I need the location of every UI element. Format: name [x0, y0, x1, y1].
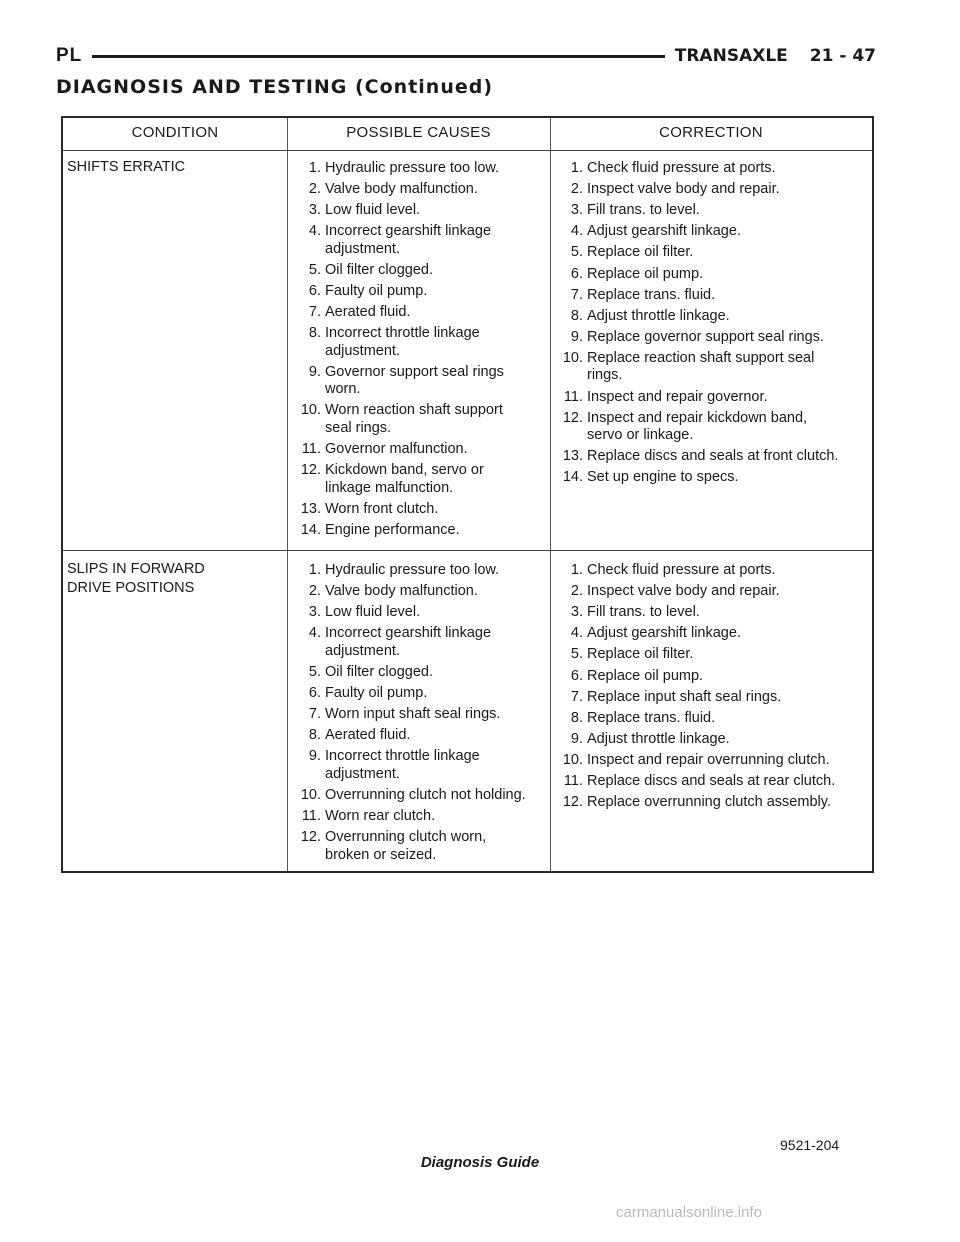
correction-item [553, 469, 871, 487]
correction-item-line: Replace oil pump. [587, 265, 704, 282]
correction-item-line: Replace oil pump. [587, 667, 704, 684]
cause-item-line: Low fluid level. [325, 202, 421, 219]
correction-item-text [587, 710, 871, 728]
cause-item-line: worn. [325, 381, 361, 398]
correction-item-number: 14. [562, 469, 583, 486]
column-header-correction: CORRECTION [659, 124, 763, 141]
correction-item-text [587, 329, 871, 347]
correction-item-number: 3. [570, 604, 583, 621]
correction-item-line: Inspect valve body and repair. [587, 181, 780, 198]
cause-item-number: 3. [308, 202, 321, 219]
correction-item-line: Replace trans. fluid. [587, 709, 716, 726]
diagnosis-table [61, 116, 874, 873]
correction-item-number: 4. [570, 223, 583, 240]
cause-item-text [325, 223, 546, 258]
group-divider [63, 550, 872, 551]
column-divider [550, 118, 551, 871]
cause-item [291, 727, 546, 745]
watermark-text: carmanualsonline.info [616, 1204, 762, 1221]
correction-item [553, 689, 871, 707]
correction-item-number: 7. [570, 688, 583, 705]
cause-item-text [325, 562, 546, 580]
cause-item-text [325, 304, 546, 322]
correction-item-text [587, 773, 871, 791]
correction-item-line: Set up engine to specs. [587, 469, 739, 486]
cause-item-line: Governor malfunction. [325, 441, 468, 457]
cause-item [291, 364, 546, 399]
cause-item-text [325, 808, 546, 826]
cause-item [291, 501, 546, 519]
correction-item [553, 668, 871, 686]
correction-item-line: Adjust gearshift linkage. [587, 625, 741, 642]
correction-item-text [587, 646, 871, 664]
correction-item-number: 12. [562, 409, 583, 426]
correction-item [553, 625, 871, 643]
cause-item-line: Overrunning clutch not holding. [325, 786, 526, 803]
correction-item-text [587, 794, 871, 812]
correction-item-text [587, 160, 871, 178]
cause-item [291, 283, 546, 301]
correction-item [553, 266, 871, 284]
correction-item-text [587, 469, 871, 487]
section-title: DIAGNOSIS AND TESTING (Continued) [56, 76, 494, 98]
cause-item-line: Worn input shaft seal rings. [325, 706, 501, 723]
cause-item-text [325, 325, 546, 360]
cause-item-line: Worn rear clutch. [325, 808, 436, 824]
cause-item-line: Incorrect throttle linkage [325, 748, 480, 765]
cause-item-text [325, 829, 546, 864]
cause-item-line: Overrunning clutch worn, [325, 829, 487, 846]
cause-item-text [325, 748, 546, 783]
correction-item [553, 562, 871, 580]
cause-item-text [325, 522, 546, 540]
correction-item-number: 11. [563, 773, 583, 789]
cause-item-line: broken or seized. [325, 846, 437, 863]
correction-item-number: 9. [570, 730, 583, 747]
correction-item-text [587, 731, 871, 749]
header-page-number: 21 - 47 [809, 46, 876, 66]
cause-item-line: Oil filter clogged. [325, 663, 433, 680]
correction-item-number: 1. [570, 160, 583, 176]
correction-item-number: 11. [563, 388, 583, 405]
cause-item [291, 202, 546, 220]
correction-item-line: Replace oil filter. [587, 646, 694, 663]
cause-item-text [325, 364, 546, 399]
cause-item [291, 604, 546, 622]
cause-item-number: 9. [308, 363, 321, 380]
cause-item-line: adjustment. [325, 642, 400, 659]
cause-item-line: adjustment. [325, 342, 400, 359]
correction-item-number: 5. [570, 244, 583, 261]
correction-item-number: 8. [570, 307, 583, 324]
correction-item-line: Adjust gearshift linkage. [587, 223, 741, 240]
cause-item-number: 10. [300, 402, 321, 419]
correction-item-number: 2. [570, 181, 583, 198]
cause-item-number: 13. [300, 500, 321, 517]
correction-item-line: Inspect and repair governor. [587, 388, 768, 405]
column-header-condition: CONDITION [131, 124, 219, 141]
cause-item-line: Kickdown band, servo or [325, 462, 484, 479]
correction-item [553, 583, 871, 601]
column-divider [287, 118, 288, 871]
cause-item-line: linkage malfunction. [325, 479, 454, 496]
cause-item-number: 5. [308, 261, 321, 278]
correction-item-number: 12. [562, 794, 583, 811]
correction-item-line: servo or linkage. [587, 427, 694, 444]
correction-item-number: 5. [570, 646, 583, 663]
correction-item-number: 3. [570, 202, 583, 219]
correction-item [553, 160, 871, 178]
correction-item [553, 410, 871, 445]
header-rule [92, 55, 664, 58]
cause-item-number: 11. [301, 808, 321, 824]
cause-item-number: 7. [308, 304, 321, 321]
correction-item-line: Replace oil filter. [587, 244, 694, 261]
correction-item [553, 794, 871, 812]
cause-item-number: 12. [300, 462, 321, 479]
cause-item-number: 10. [300, 786, 321, 803]
condition-cell [67, 158, 277, 177]
cause-item-text [325, 706, 546, 724]
column-header-possible-causes: POSSIBLE CAUSES [346, 124, 491, 141]
cause-item-number: 3. [308, 604, 321, 621]
cause-item-number: 8. [308, 727, 321, 744]
cause-item [291, 625, 546, 660]
correction-item-text [587, 287, 871, 305]
correction-item-text [587, 410, 871, 445]
cause-item [291, 160, 546, 178]
correction-item-text [587, 202, 871, 220]
correction-item [553, 287, 871, 305]
correction-item-text [587, 244, 871, 262]
cause-item-line: Worn reaction shaft support [325, 402, 503, 419]
correction-item [553, 308, 871, 326]
correction-item-line: Replace overrunning clutch assembly. [587, 794, 831, 811]
correction-item-line: Check fluid pressure at ports. [587, 160, 776, 176]
cause-item-number: 14. [300, 521, 321, 538]
correction-item-text [587, 668, 871, 686]
cause-item-number: 11. [301, 441, 321, 457]
correction-item-number: 1. [570, 562, 583, 578]
cause-item-text [325, 181, 546, 199]
correction-item-text [587, 583, 871, 601]
correction-item-text [587, 389, 871, 407]
cause-item [291, 808, 546, 826]
condition-text: SHIFTS ERRATIC [67, 159, 186, 175]
cause-item-line: adjustment. [325, 765, 400, 782]
cause-item-number: 4. [308, 223, 321, 240]
correction-item [553, 244, 871, 262]
correction-item-line: Replace discs and seals at rear clutch. [587, 773, 836, 789]
cause-item-number: 5. [308, 663, 321, 680]
correction-item [553, 710, 871, 728]
cause-item-text [325, 787, 546, 805]
cause-item-line: Hydraulic pressure too low. [325, 160, 500, 176]
cause-item [291, 441, 546, 459]
correction-item-line: Replace discs and seals at front clutch. [587, 448, 839, 465]
correction-item-text [587, 266, 871, 284]
cause-item-text [325, 202, 546, 220]
correction-item-line: rings. [587, 367, 623, 384]
cause-item-line: Worn front clutch. [325, 500, 439, 517]
correction-item [553, 752, 871, 770]
cause-item [291, 562, 546, 580]
correction-item-line: Replace governor support seal rings. [587, 328, 824, 345]
cause-item-number: 4. [308, 625, 321, 642]
correction-item-number: 6. [570, 667, 583, 684]
cause-item-text [325, 160, 546, 178]
correction-item-line: Inspect and repair kickdown band, [587, 409, 808, 426]
correction-item-line: Fill trans. to level. [587, 604, 700, 621]
cause-item-number: 12. [300, 829, 321, 846]
correction-item-number: 4. [570, 625, 583, 642]
cause-item-line: Incorrect gearshift linkage [325, 625, 492, 642]
correction-item [553, 646, 871, 664]
correction-item-number: 6. [570, 265, 583, 282]
header-divider [63, 150, 872, 151]
cause-item-line: Aerated fluid. [325, 727, 411, 744]
condition-text: DRIVE POSITIONS [67, 580, 195, 596]
cause-item [291, 664, 546, 682]
page-header [56, 44, 876, 68]
correction-item-number: 7. [570, 286, 583, 303]
correction-item-text [587, 562, 871, 580]
cause-item-line: Faulty oil pump. [325, 283, 428, 299]
cause-item [291, 181, 546, 199]
correction-item-line: Replace input shaft seal rings. [587, 688, 782, 705]
cause-item-text [325, 583, 546, 601]
header-model: PL [56, 45, 83, 66]
cause-item [291, 325, 546, 360]
cause-item [291, 262, 546, 280]
cause-item-number: 9. [308, 748, 321, 765]
correction-item-text [587, 223, 871, 241]
correction-item-text [587, 689, 871, 707]
cause-item-line: Faulty oil pump. [325, 685, 428, 701]
cause-item [291, 522, 546, 540]
cause-item [291, 462, 546, 497]
correction-item [553, 350, 871, 385]
correction-item-line: Check fluid pressure at ports. [587, 562, 776, 578]
cause-item [291, 304, 546, 322]
correction-item [553, 223, 871, 241]
correction-item-number: 10. [562, 349, 583, 366]
condition-cell [67, 560, 277, 598]
cause-item-number: 6. [308, 685, 321, 701]
figure-caption: Diagnosis Guide [420, 1154, 540, 1171]
correction-item [553, 773, 871, 791]
cause-item [291, 706, 546, 724]
cause-item [291, 829, 546, 864]
cause-item-line: Aerated fluid. [325, 304, 411, 321]
correction-item-text [587, 752, 871, 770]
cause-item-line: seal rings. [325, 419, 392, 436]
correction-item [553, 448, 871, 466]
cause-item-line: Governor support seal rings [325, 363, 504, 380]
cause-item-text [325, 402, 546, 437]
condition-text: SLIPS IN FORWARD [67, 561, 205, 577]
correction-item-text [587, 181, 871, 199]
cause-item [291, 402, 546, 437]
cause-item [291, 583, 546, 601]
cause-item-number: 7. [308, 706, 321, 723]
cause-item-text [325, 727, 546, 745]
cause-item-number: 1. [308, 562, 321, 578]
cause-item-line: Hydraulic pressure too low. [325, 562, 500, 578]
cause-item-line: Engine performance. [325, 521, 460, 538]
cause-item-line: Oil filter clogged. [325, 261, 433, 278]
correction-item [553, 604, 871, 622]
cause-item-text [325, 501, 546, 519]
cause-item-text [325, 441, 546, 459]
figure-id: 9521-204 [780, 1137, 840, 1153]
correction-item-line: Adjust throttle linkage. [587, 307, 730, 324]
cause-item-text [325, 462, 546, 497]
cause-item-line: adjustment. [325, 240, 400, 257]
cause-item-number: 2. [308, 583, 321, 600]
cause-item [291, 748, 546, 783]
cause-item-text [325, 262, 546, 280]
cause-item [291, 787, 546, 805]
cause-item-line: Low fluid level. [325, 604, 421, 621]
correction-item-number: 13. [562, 448, 583, 465]
correction-item-line: Replace trans. fluid. [587, 286, 716, 303]
cause-item-text [325, 685, 546, 703]
cause-item-line: Incorrect gearshift linkage [325, 223, 492, 240]
correction-item [553, 389, 871, 407]
cause-item-number: 1. [308, 160, 321, 176]
correction-item-line: Inspect and repair overrunning clutch. [587, 751, 830, 768]
cause-item-text [325, 604, 546, 622]
cause-item-text [325, 283, 546, 301]
cause-item-text [325, 625, 546, 660]
header-section: TRANSAXLE [674, 46, 788, 66]
cause-item-text [325, 664, 546, 682]
correction-item-text [587, 448, 871, 466]
correction-item-number: 2. [570, 583, 583, 600]
cause-item-line: Valve body malfunction. [325, 181, 478, 198]
correction-item-text [587, 308, 871, 326]
correction-item-text [587, 604, 871, 622]
cause-item-number: 6. [308, 283, 321, 299]
cause-item [291, 685, 546, 703]
correction-item-number: 10. [562, 751, 583, 768]
cause-item-number: 2. [308, 181, 321, 198]
cause-item [291, 223, 546, 258]
correction-item-line: Replace reaction shaft support seal [587, 349, 815, 366]
cause-item-number: 8. [308, 325, 321, 342]
correction-item-number: 8. [570, 709, 583, 726]
correction-item [553, 202, 871, 220]
correction-item [553, 181, 871, 199]
correction-item [553, 329, 871, 347]
correction-item-text [587, 350, 871, 385]
cause-item-line: Valve body malfunction. [325, 583, 478, 600]
correction-item [553, 731, 871, 749]
correction-item-line: Inspect valve body and repair. [587, 583, 780, 600]
correction-item-number: 9. [570, 328, 583, 345]
correction-item-text [587, 625, 871, 643]
cause-item-line: Incorrect throttle linkage [325, 325, 480, 342]
correction-item-line: Adjust throttle linkage. [587, 730, 730, 747]
correction-item-line: Fill trans. to level. [587, 202, 700, 219]
